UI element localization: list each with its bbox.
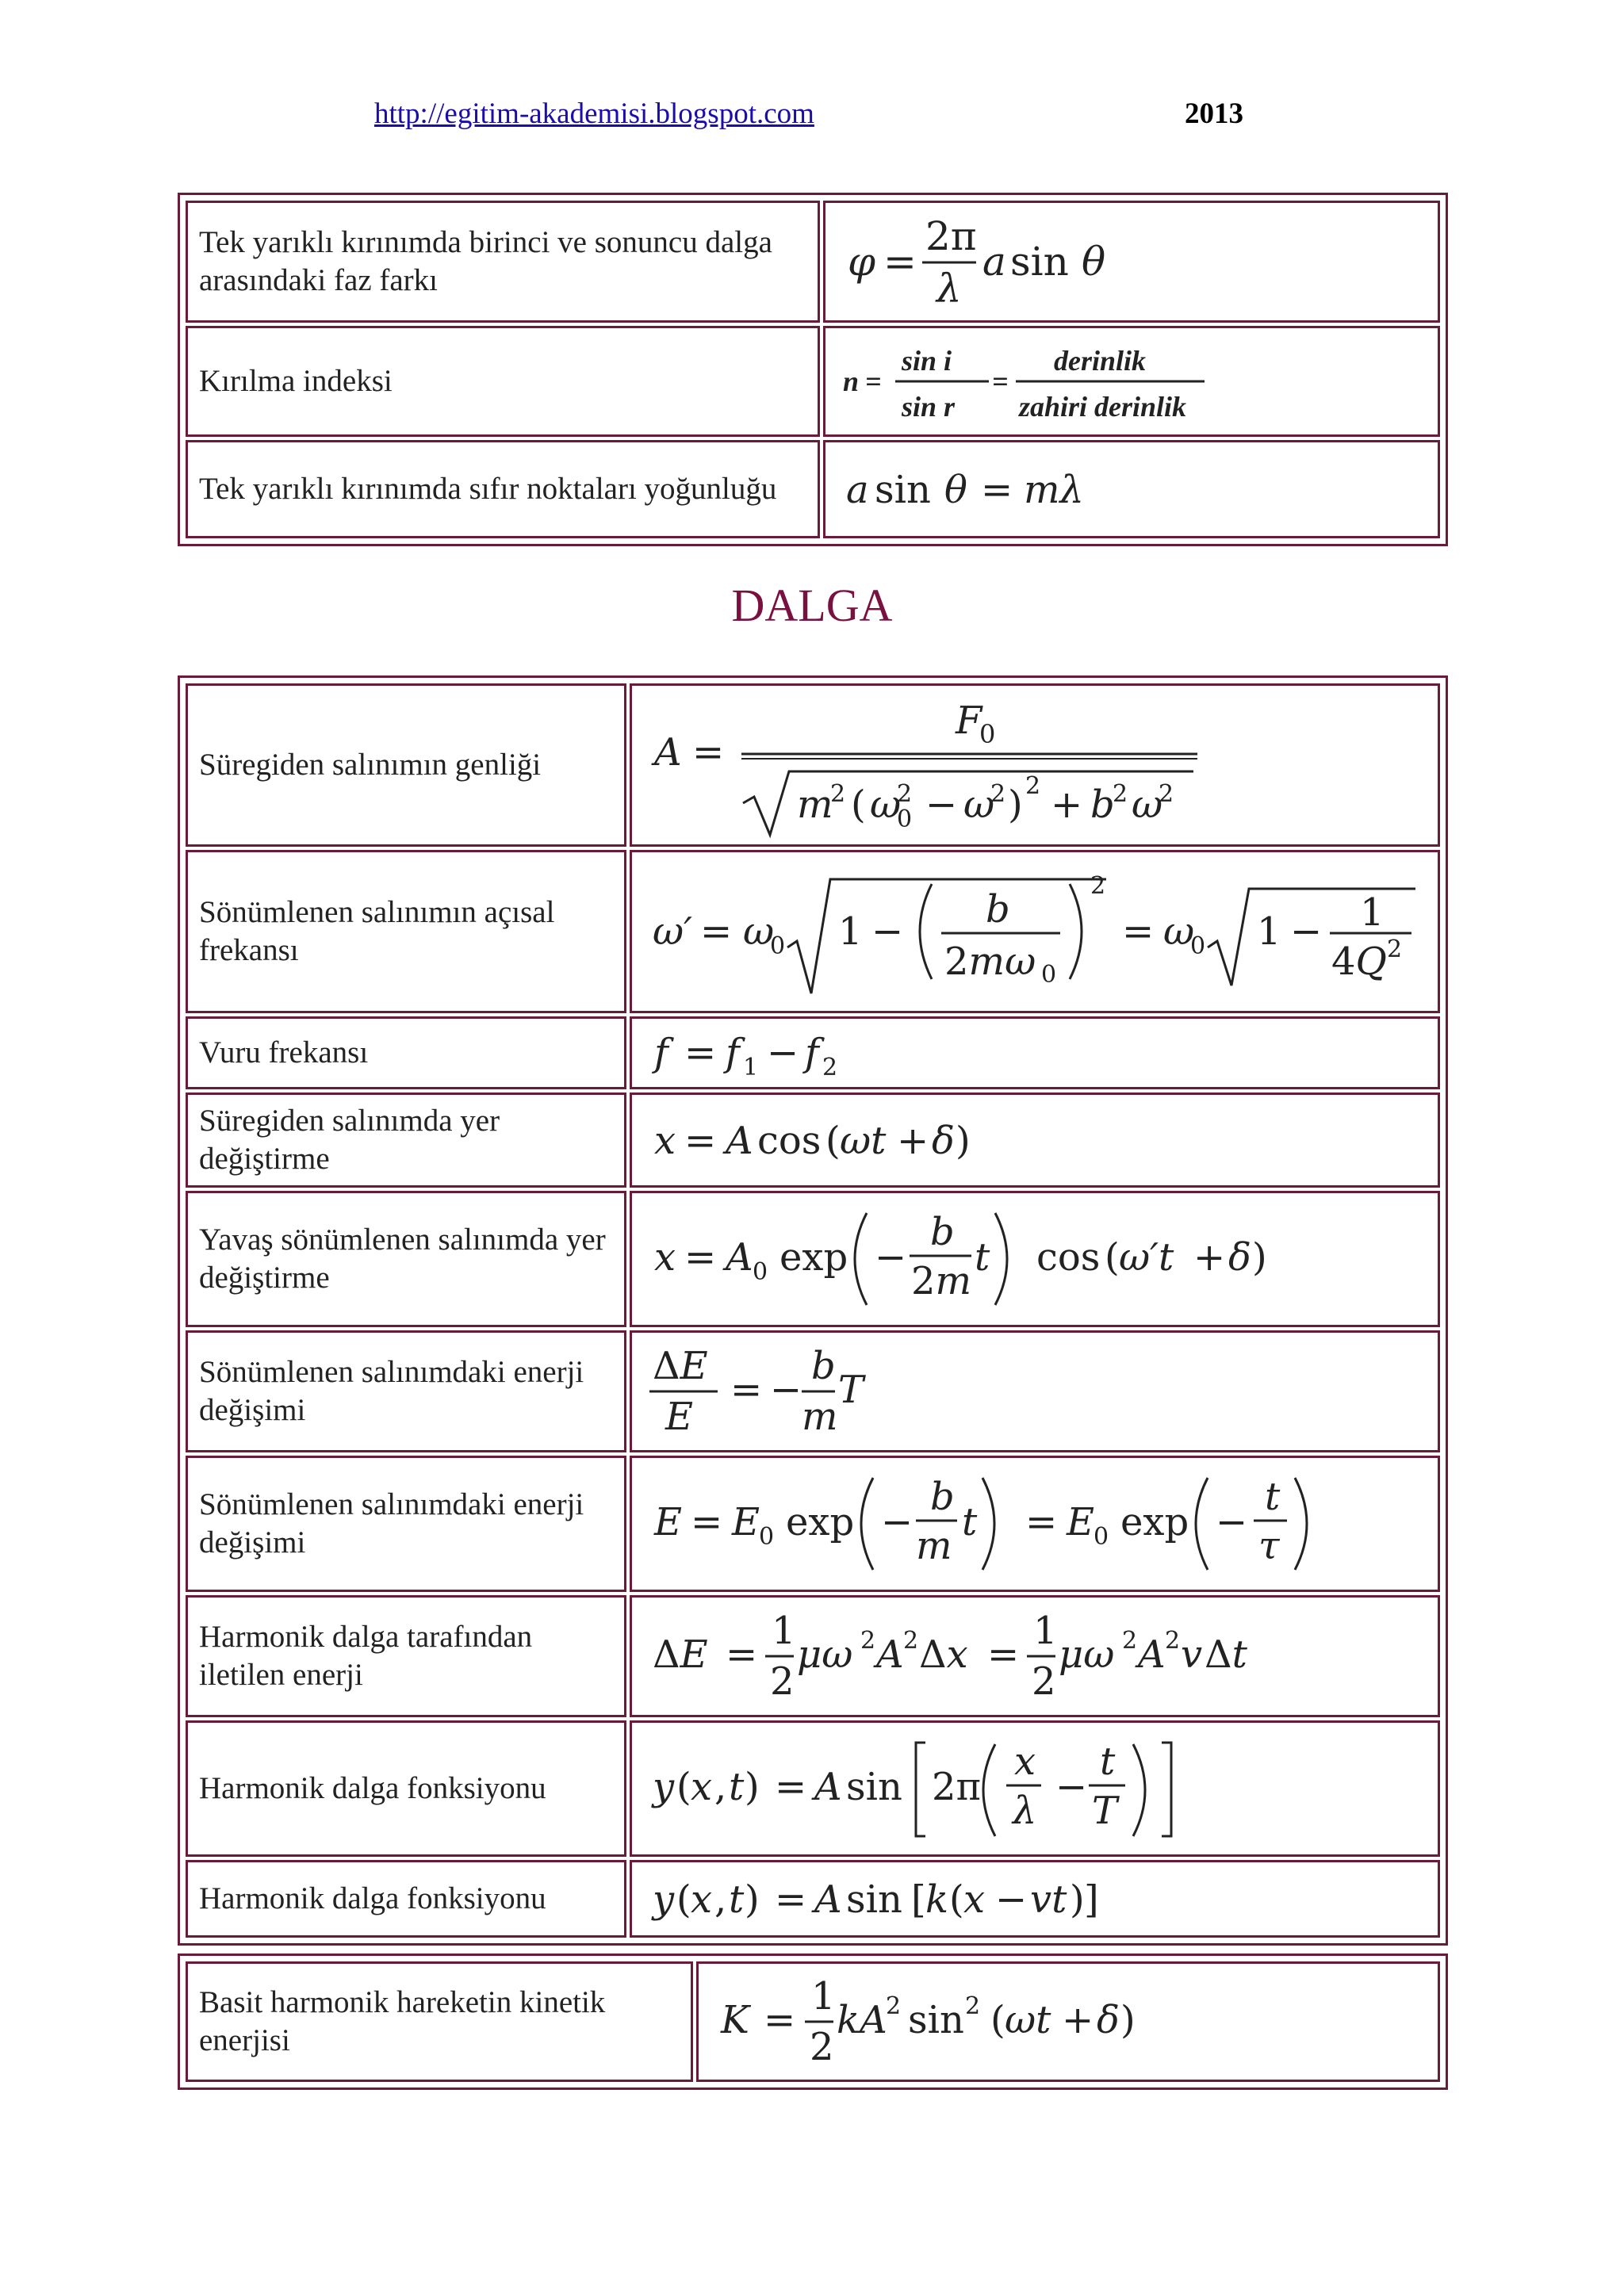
formula-label: Kırılma indeksi: [186, 326, 820, 437]
svg-text:=: =: [726, 1632, 758, 1677]
svg-text:A: A: [654, 730, 682, 775]
table-row: [186, 1595, 1440, 1717]
svg-text:=: =: [775, 1877, 807, 1922]
formula-label: Sönümlenen salınımdaki enerji değişimi: [186, 1456, 626, 1592]
svg-text:0: 0: [1041, 961, 1057, 989]
svg-text:ω: ω: [743, 909, 775, 954]
svg-text:0: 0: [897, 806, 913, 833]
formula-label: Tek yarıklı kırınımda sıfır noktaları yoğunluğu: [186, 440, 820, 538]
svg-text:−: −: [875, 1235, 907, 1280]
svg-text:2: 2: [1032, 1659, 1056, 1704]
svg-text:v: v: [1181, 1632, 1203, 1677]
svg-text:): ): [1120, 1998, 1136, 2042]
table-row: [186, 850, 1440, 1013]
svg-text:−: −: [881, 1500, 914, 1544]
kinetic-energy-formula-table: [178, 1954, 1448, 2090]
svg-text:2: 2: [1113, 780, 1128, 808]
svg-text:): ): [956, 1119, 971, 1163]
section-title: DALGA: [731, 580, 893, 631]
svg-text:m: m: [797, 783, 833, 827]
optics-formula-table: [178, 193, 1448, 546]
svg-text:n: n: [843, 365, 860, 397]
svg-text:2: 2: [1122, 1627, 1138, 1655]
formula-cell: [630, 1330, 1440, 1452]
svg-text:): ): [745, 1877, 760, 1922]
svg-text:0: 0: [1190, 932, 1206, 960]
svg-text:[: [: [911, 1877, 926, 1922]
svg-text:−: −: [770, 1368, 802, 1412]
svg-text:ΔE: ΔE: [653, 1632, 708, 1677]
svg-text:μω: μω: [797, 1632, 853, 1677]
svg-text:A: A: [814, 1765, 842, 1809]
damped-angular-frequency-formula: [646, 852, 1423, 1011]
formula-label: Vuru frekansı: [186, 1016, 626, 1089]
svg-text:a: a: [846, 468, 869, 512]
svg-text:m: m: [916, 1524, 952, 1568]
svg-text:b: b: [986, 887, 1010, 932]
svg-text:2: 2: [990, 780, 1006, 808]
formula-label: Sönümlenen salınımdaki enerji değişimi: [186, 1330, 626, 1452]
driven-amplitude-formula: [646, 686, 1217, 844]
svg-text:A: A: [726, 1235, 753, 1280]
svg-text:1: 1: [1257, 909, 1281, 954]
damped-energy-exponential-formula: [646, 1460, 1360, 1587]
svg-text:ω: ω: [870, 783, 902, 827]
svg-text:=: =: [684, 1119, 717, 1163]
svg-text:,: ,: [714, 1877, 727, 1922]
svg-text:E: E: [1067, 1500, 1095, 1544]
svg-text:t: t: [975, 1235, 990, 1280]
svg-text:2: 2: [860, 1627, 876, 1655]
svg-text:x: x: [691, 1877, 713, 1922]
formula-label: Basit harmonik hareketin kinetik enerjisi: [186, 1961, 693, 2082]
svg-text:0: 0: [759, 1523, 775, 1551]
svg-text:2: 2: [770, 1659, 795, 1704]
svg-text:1: 1: [743, 1054, 759, 1081]
svg-text:2: 2: [1159, 780, 1174, 808]
svg-text:φ: φ: [848, 239, 876, 285]
svg-text:vt: vt: [1030, 1877, 1067, 1922]
svg-text:τ: τ: [1258, 1524, 1280, 1568]
svg-text:δ: δ: [1228, 1235, 1251, 1280]
svg-text:λ: λ: [1013, 1789, 1037, 1833]
svg-text:4Q: 4Q: [1331, 939, 1387, 984]
svg-text:−: −: [1216, 1500, 1248, 1544]
svg-text:2: 2: [1025, 772, 1041, 800]
svg-text:cos: cos: [1036, 1235, 1101, 1280]
svg-text:exp: exp: [1120, 1500, 1189, 1544]
svg-text:sin: sin: [846, 1877, 902, 1922]
single-slit-minimum-formula: [840, 453, 1157, 525]
svg-text:exp: exp: [786, 1500, 855, 1544]
svg-text:E: E: [665, 1395, 694, 1439]
svg-text:+: +: [1193, 1235, 1226, 1280]
svg-text:−: −: [1055, 1765, 1088, 1809]
svg-text:(: (: [1105, 1235, 1120, 1280]
formula-cell: [630, 683, 1440, 847]
svg-text:sin: sin: [1010, 239, 1069, 285]
svg-text:): ): [1008, 783, 1023, 827]
svg-text:−: −: [995, 1877, 1028, 1922]
svg-text:θ: θ: [1082, 239, 1106, 285]
table-row: [186, 1456, 1440, 1592]
formula-label: Harmonik dalga tarafından iletilen enerji: [186, 1595, 626, 1717]
svg-text:x: x: [654, 1235, 676, 1280]
formula-cell: [823, 326, 1440, 437]
svg-text:=: =: [1122, 909, 1155, 954]
formula-cell: [630, 1191, 1440, 1327]
svg-text:t: t: [729, 1765, 745, 1809]
svg-text:T: T: [1092, 1789, 1118, 1833]
beat-frequency-formula: [646, 1021, 963, 1085]
svg-text:λ: λ: [936, 266, 962, 312]
formula-cell: [823, 440, 1440, 538]
svg-text:t: t: [1265, 1475, 1281, 1519]
formula-label: Tek yarıklı kırınımda birinci ve sonuncu dalga arasındaki faz farkı: [186, 201, 820, 323]
svg-text:Δt: Δt: [1205, 1632, 1247, 1677]
svg-text:=: =: [865, 365, 882, 397]
svg-text:): ): [1070, 1877, 1085, 1922]
svg-text:0: 0: [979, 719, 996, 749]
table-row: [186, 683, 1440, 847]
svg-text:sin r: sin r: [902, 391, 956, 423]
svg-text:k: k: [925, 1877, 949, 1922]
svg-text:2: 2: [903, 1627, 919, 1655]
svg-text:=: =: [684, 1031, 717, 1075]
svg-text:−: −: [925, 783, 958, 827]
header-url-link[interactable]: http://egitim-akademisi.blogspot.com: [374, 98, 814, 130]
svg-text:f: f: [654, 1031, 668, 1075]
svg-text:2: 2: [965, 1992, 981, 2020]
table-row: [186, 440, 1440, 538]
damped-energy-ratio-formula: [646, 1336, 963, 1447]
formula-label: Süregiden salınımda yer değiştirme: [186, 1093, 626, 1188]
svg-text:(: (: [825, 1119, 841, 1163]
svg-text:exp: exp: [779, 1235, 848, 1280]
svg-text:t: t: [1100, 1739, 1116, 1784]
wave-formula-table: [178, 675, 1448, 1946]
svg-text:a: a: [982, 239, 1006, 285]
harmonic-wave-function-k-formula: [646, 1865, 1154, 1933]
svg-text:0: 0: [770, 932, 786, 960]
svg-text:F: F: [956, 698, 982, 743]
formula-cell: [630, 1860, 1440, 1938]
svg-text:x: x: [1014, 1739, 1036, 1784]
svg-text:): ): [1252, 1235, 1267, 1280]
kinetic-energy-formula: [713, 1966, 1220, 2077]
formula-cell: [630, 1093, 1440, 1188]
svg-text:E: E: [654, 1500, 683, 1544]
svg-text:=: =: [981, 468, 1013, 512]
svg-text:ω: ω: [1132, 783, 1163, 827]
svg-text:δ: δ: [1097, 1998, 1120, 2042]
svg-text:=: =: [775, 1765, 807, 1809]
table-row: [186, 1961, 1440, 2082]
svg-text:(: (: [990, 1998, 1005, 2042]
svg-text:sin: sin: [908, 1998, 964, 2042]
svg-text:cos: cos: [757, 1119, 822, 1163]
svg-text:A: A: [726, 1119, 753, 1163]
svg-text:0: 0: [1094, 1523, 1109, 1551]
svg-text:=: =: [883, 239, 917, 285]
driven-displacement-formula: [646, 1104, 1043, 1176]
refraction-index-formula: [840, 334, 1236, 429]
svg-text:b: b: [930, 1475, 955, 1519]
formula-label: Süregiden salınımın genliği: [186, 683, 626, 847]
svg-text:=: =: [987, 1632, 1020, 1677]
svg-text:(: (: [676, 1765, 691, 1809]
formula-cell: [630, 1720, 1440, 1857]
formula-label: Sönümlenen salınımın açısal frekansı: [186, 850, 626, 1013]
svg-text:A: A: [814, 1877, 842, 1922]
svg-text:θ: θ: [944, 468, 967, 512]
svg-text:t: t: [729, 1877, 745, 1922]
svg-text:−: −: [1290, 909, 1323, 954]
harmonic-wave-energy-formula: [646, 1601, 1328, 1712]
svg-text:−: −: [871, 909, 904, 954]
svg-text:ΔE: ΔE: [653, 1344, 708, 1388]
svg-text:1: 1: [772, 1609, 796, 1653]
svg-text:Δx: Δx: [919, 1632, 968, 1677]
svg-text:derinlik: derinlik: [1054, 345, 1147, 377]
svg-text:(: (: [676, 1877, 691, 1922]
svg-text:b: b: [1090, 783, 1115, 827]
svg-text:δ: δ: [932, 1119, 955, 1163]
svg-text:2π: 2π: [925, 213, 977, 259]
svg-text:K: K: [721, 1998, 749, 2042]
table-row: [186, 1016, 1440, 1089]
svg-text:A: A: [1138, 1632, 1166, 1677]
svg-text:μω: μω: [1059, 1632, 1115, 1677]
svg-text:ωt: ωt: [1005, 1998, 1051, 2042]
svg-text:2: 2: [1090, 872, 1106, 900]
svg-text:t: t: [962, 1500, 978, 1544]
formula-label: Harmonik dalga fonksiyonu: [186, 1720, 626, 1857]
formula-label: Harmonik dalga fonksiyonu: [186, 1860, 626, 1938]
table-row: [186, 1720, 1440, 1857]
svg-text:E: E: [732, 1500, 760, 1544]
svg-text:1: 1: [1033, 1609, 1058, 1653]
svg-text:2: 2: [1387, 936, 1403, 963]
table-row: [186, 326, 1440, 437]
svg-text:2π: 2π: [932, 1765, 982, 1809]
formula-cell: [630, 850, 1440, 1013]
svg-text:2: 2: [810, 2025, 834, 2069]
svg-text:=: =: [1025, 1500, 1058, 1544]
formula-cell: [630, 1456, 1440, 1592]
svg-text:1: 1: [838, 909, 863, 954]
weakly-damped-displacement-formula: [646, 1196, 1297, 1322]
svg-text:ωt: ωt: [840, 1119, 887, 1163]
header-year: 2013: [1185, 98, 1243, 130]
svg-text:+: +: [1051, 783, 1083, 827]
phase-difference-formula: [840, 210, 1157, 313]
svg-text:b: b: [930, 1210, 955, 1254]
svg-text:2: 2: [886, 1992, 902, 2020]
svg-text:=: =: [691, 1500, 723, 1544]
svg-text:y: y: [653, 1765, 675, 1809]
formula-cell: [823, 201, 1440, 323]
svg-text:mλ: mλ: [1024, 468, 1084, 512]
svg-text:ω: ω: [1163, 909, 1195, 954]
svg-text:=: =: [992, 365, 1009, 397]
svg-text:f: f: [726, 1031, 740, 1075]
svg-text:f: f: [805, 1031, 819, 1075]
svg-text:kA: kA: [837, 1998, 887, 2042]
svg-text:sin: sin: [875, 468, 931, 512]
table-row: [186, 1330, 1440, 1452]
svg-text:A: A: [876, 1632, 904, 1677]
svg-text:=: =: [684, 1235, 717, 1280]
svg-text:zahiri derinlik: zahiri derinlik: [1019, 391, 1187, 423]
svg-text:1: 1: [1360, 890, 1385, 935]
svg-text:2m: 2m: [911, 1259, 972, 1303]
svg-text:ω′t: ω′t: [1119, 1235, 1174, 1280]
svg-text:ω: ω: [963, 783, 995, 827]
svg-text:+: +: [1062, 1998, 1094, 2042]
svg-text:2: 2: [897, 780, 913, 808]
svg-text:=: =: [692, 730, 725, 775]
svg-text:ω′: ω′: [653, 909, 693, 954]
table-row: [186, 201, 1440, 323]
formula-cell: [696, 1961, 1440, 2082]
svg-text:(: (: [949, 1877, 964, 1922]
svg-text:]: ]: [1084, 1877, 1099, 1922]
svg-text:x: x: [963, 1877, 986, 1922]
svg-text:T: T: [838, 1368, 864, 1412]
table-row: [186, 1860, 1440, 1938]
formula-cell: [630, 1595, 1440, 1717]
svg-text:0: 0: [753, 1258, 768, 1286]
svg-text:y: y: [653, 1877, 675, 1922]
formula-cell: [630, 1016, 1440, 1089]
svg-text:=: =: [764, 1998, 796, 2042]
svg-text:): ): [745, 1765, 760, 1809]
svg-text:2: 2: [822, 1054, 838, 1081]
svg-text:2: 2: [1165, 1627, 1181, 1655]
svg-text:−: −: [767, 1031, 799, 1075]
svg-text:x: x: [654, 1119, 676, 1163]
svg-text:+: +: [897, 1119, 929, 1163]
formula-label: Yavaş sönümlenen salınımda yer değiştirme: [186, 1191, 626, 1327]
svg-text:b: b: [811, 1344, 836, 1388]
svg-text:x: x: [691, 1765, 713, 1809]
svg-text:=: =: [700, 909, 733, 954]
svg-text:2: 2: [830, 780, 846, 808]
svg-text:1: 1: [811, 1974, 836, 2019]
svg-text:sin i: sin i: [902, 345, 952, 377]
svg-text:m: m: [802, 1395, 838, 1439]
svg-text:=: =: [730, 1368, 763, 1412]
harmonic-wave-function-formula: [646, 1725, 1249, 1852]
svg-text:,: ,: [714, 1765, 727, 1809]
svg-text:2mω: 2mω: [944, 939, 1036, 984]
table-row: [186, 1093, 1440, 1188]
svg-text:(: (: [851, 783, 866, 827]
table-row: [186, 1191, 1440, 1327]
svg-text:sin: sin: [846, 1765, 902, 1809]
